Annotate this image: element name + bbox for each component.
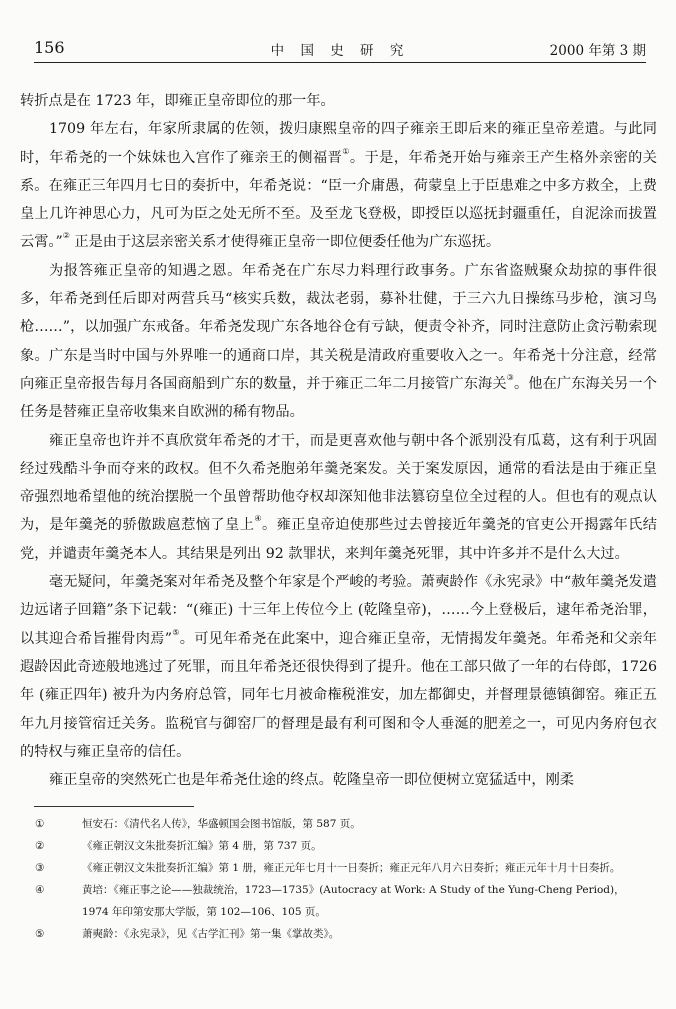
body-text [20,87,657,794]
footnote-marker: ④ [254,514,262,524]
paragraph-text: 。他在广东海关另一个任务是替雍正皇帝收集来自欧洲的稀有物品。 [20,375,657,421]
footnote [35,813,650,835]
paragraph-text: 为报答雍正皇帝的知遇之恩。年希尧在广东尽力料理行政事务。广东省盗贼聚众劫掠的事件很多，年希尧到任后即对两营兵马“核实兵数，裁汰老弱，募补壮健，于三六九日操练马步枪，演习鸟枪……”，以加强广东戒备。年希尧发现广东各地谷仓有亏缺，便责令补齐，同时注意防止贪污勒索现象。广东是当时中国与外界唯一的通商口岸，其关税是清政府重要收入之一。年希尧十分注意，经常向雍正皇帝报告每月各国商船到广东的数量，并于雍正二年二月接管广东海关 [20,262,657,392]
paragraph [20,87,657,115]
footnote-marker: ⑤ [171,627,180,637]
paragraph [20,115,657,256]
footnote [35,923,650,945]
footnotes [35,813,650,945]
paragraph-text: 毫无疑问，年羹尧案对年希尧及整个年家是个严峻的考验。萧奭龄作《永宪录》中“赦年羹尧发遣边远诸子回籍”条下记载：“(雍正) 十三年上传位今上 (乾隆皇帝)，……今上登极后，逮年希尧治罪，以其迎合希旨摧骨肉焉” [20,574,657,647]
footnote-marker: ② [62,231,70,241]
paragraph-text: 雍正皇帝也许并不真欣赏年希尧的才干，而是更喜欢他与朝中各个派别没有瓜葛，这有利于巩固经过残酷斗争而夺来的政权。但不久希尧胞弟年羹尧案发。关于案发原因，通常的看法是由于雍正皇帝强烈地希望他的统治摆脱一个虽曾帮助他夺权却深知他非法篡窃皇位全过程的人。但也有的观点认为，是年羹尧的骄傲跋扈惹恼了皇上 [20,432,657,534]
paragraph-text: 正是由于这层亲密关系才使得雍正皇帝一即位便委任他为广东巡抚。 [69,234,501,251]
issue-label: 2000 年第 3 期 [549,43,646,59]
footnote-text: 恒安石：《清代名人传》，华盛顿国会图书馆版，第 587 页。 [82,818,361,830]
paragraph-text: 。于是，年希尧开始与雍亲王产生格外亲密的关系。在雍正三年四月七日的奏折中，年希尧说：“臣一介庸愚，荷蒙皇上于臣患难之中多方救全，上费皇上几许神思心力，凡可为臣之处无所不至。及至龙飞登极，即授臣以巡抚封疆重任，自泥涂而拔置云霄。” [20,149,657,251]
footnote-marker: ① [342,146,350,156]
footnote-text: 《雍正朝汉文朱批奏折汇编》第 4 册，第 737 页。 [82,840,322,852]
paragraph-text: 1709 年左右，年家所隶属的佐领，拨归康熙皇帝的四子雍亲王即后来的雍正皇帝差遣。与此同时，年希尧的一个妹妹也入宫作了雍亲王的侧福晋 [20,121,657,166]
paragraph-text: 。雍正皇帝迫使那些过去曾接近年羹尧的官吏公开揭露年氏结党，并谴责年羹尧本人。其结果是列出 92 款罪状，来判年羹尧死罪，其中许多并不是什么大过。 [20,517,657,562]
footnote-number: ② [35,840,45,852]
footnote-marker: ③ [506,372,514,382]
journal-title: 中 国 史 研 究 [270,43,410,59]
footnote-text: 萧奭龄：《永宪录》，见《古学汇刊》第一集《掌故类》。 [82,928,340,940]
paragraph-text: 转折点是在 1723 年，即雍正皇帝即位的那一年。 [20,93,335,109]
footnote [35,857,650,879]
footnote-number: ④ [35,884,45,896]
footnote [35,835,650,857]
footnote [35,879,650,923]
footnote-number: ⑤ [35,928,45,940]
paragraph [20,427,657,568]
page-number: 156 [34,38,65,57]
footnote-number: ③ [35,862,45,874]
paragraph-text: 雍正皇帝的突然死亡也是年希尧仕途的终点。乾隆皇帝一即位便树立宽猛适中，刚柔 [49,772,574,789]
paragraph [20,766,657,794]
running-header [34,36,646,63]
paragraph [20,257,657,427]
footnote-number: ① [35,818,45,830]
footnote-text: 黄培：《雍正事之论——独裁统治，1723—1735》(Autocracy at Work: A Study of the Yung-Cheng Period)，1974 年印第安那大学版，第 102—106、105 页。 [82,884,625,918]
footnote-rule [34,806,194,807]
paragraph [20,568,657,766]
footnote-text: 《雍正朝汉文朱批奏折汇编》第 1 册，雍正元年七月十一日奏折；雍正元年八月六日奏折；雍正元年十月十日奏折。 [82,862,621,874]
paragraph-text: 。可见年希尧在此案中，迎合雍正皇帝，无情揭发年羹尧。年希尧和父亲年遐龄因此奇迹般地逃过了死罪，而且年希尧还很快得到了提升。他在工部只做了一年的右侍郎，1726 年 (雍正四年) 被升为内务府总管，同年七月被命権税淮安，加左都御史，并督理景德镇御窑。雍正五年九月接管宿迁关务。监税官与御窑厂的督理是最有利可图和令人垂涎的肥差之一，可见内务府包衣的特权与雍正皇帝的信任。 [20,630,657,760]
